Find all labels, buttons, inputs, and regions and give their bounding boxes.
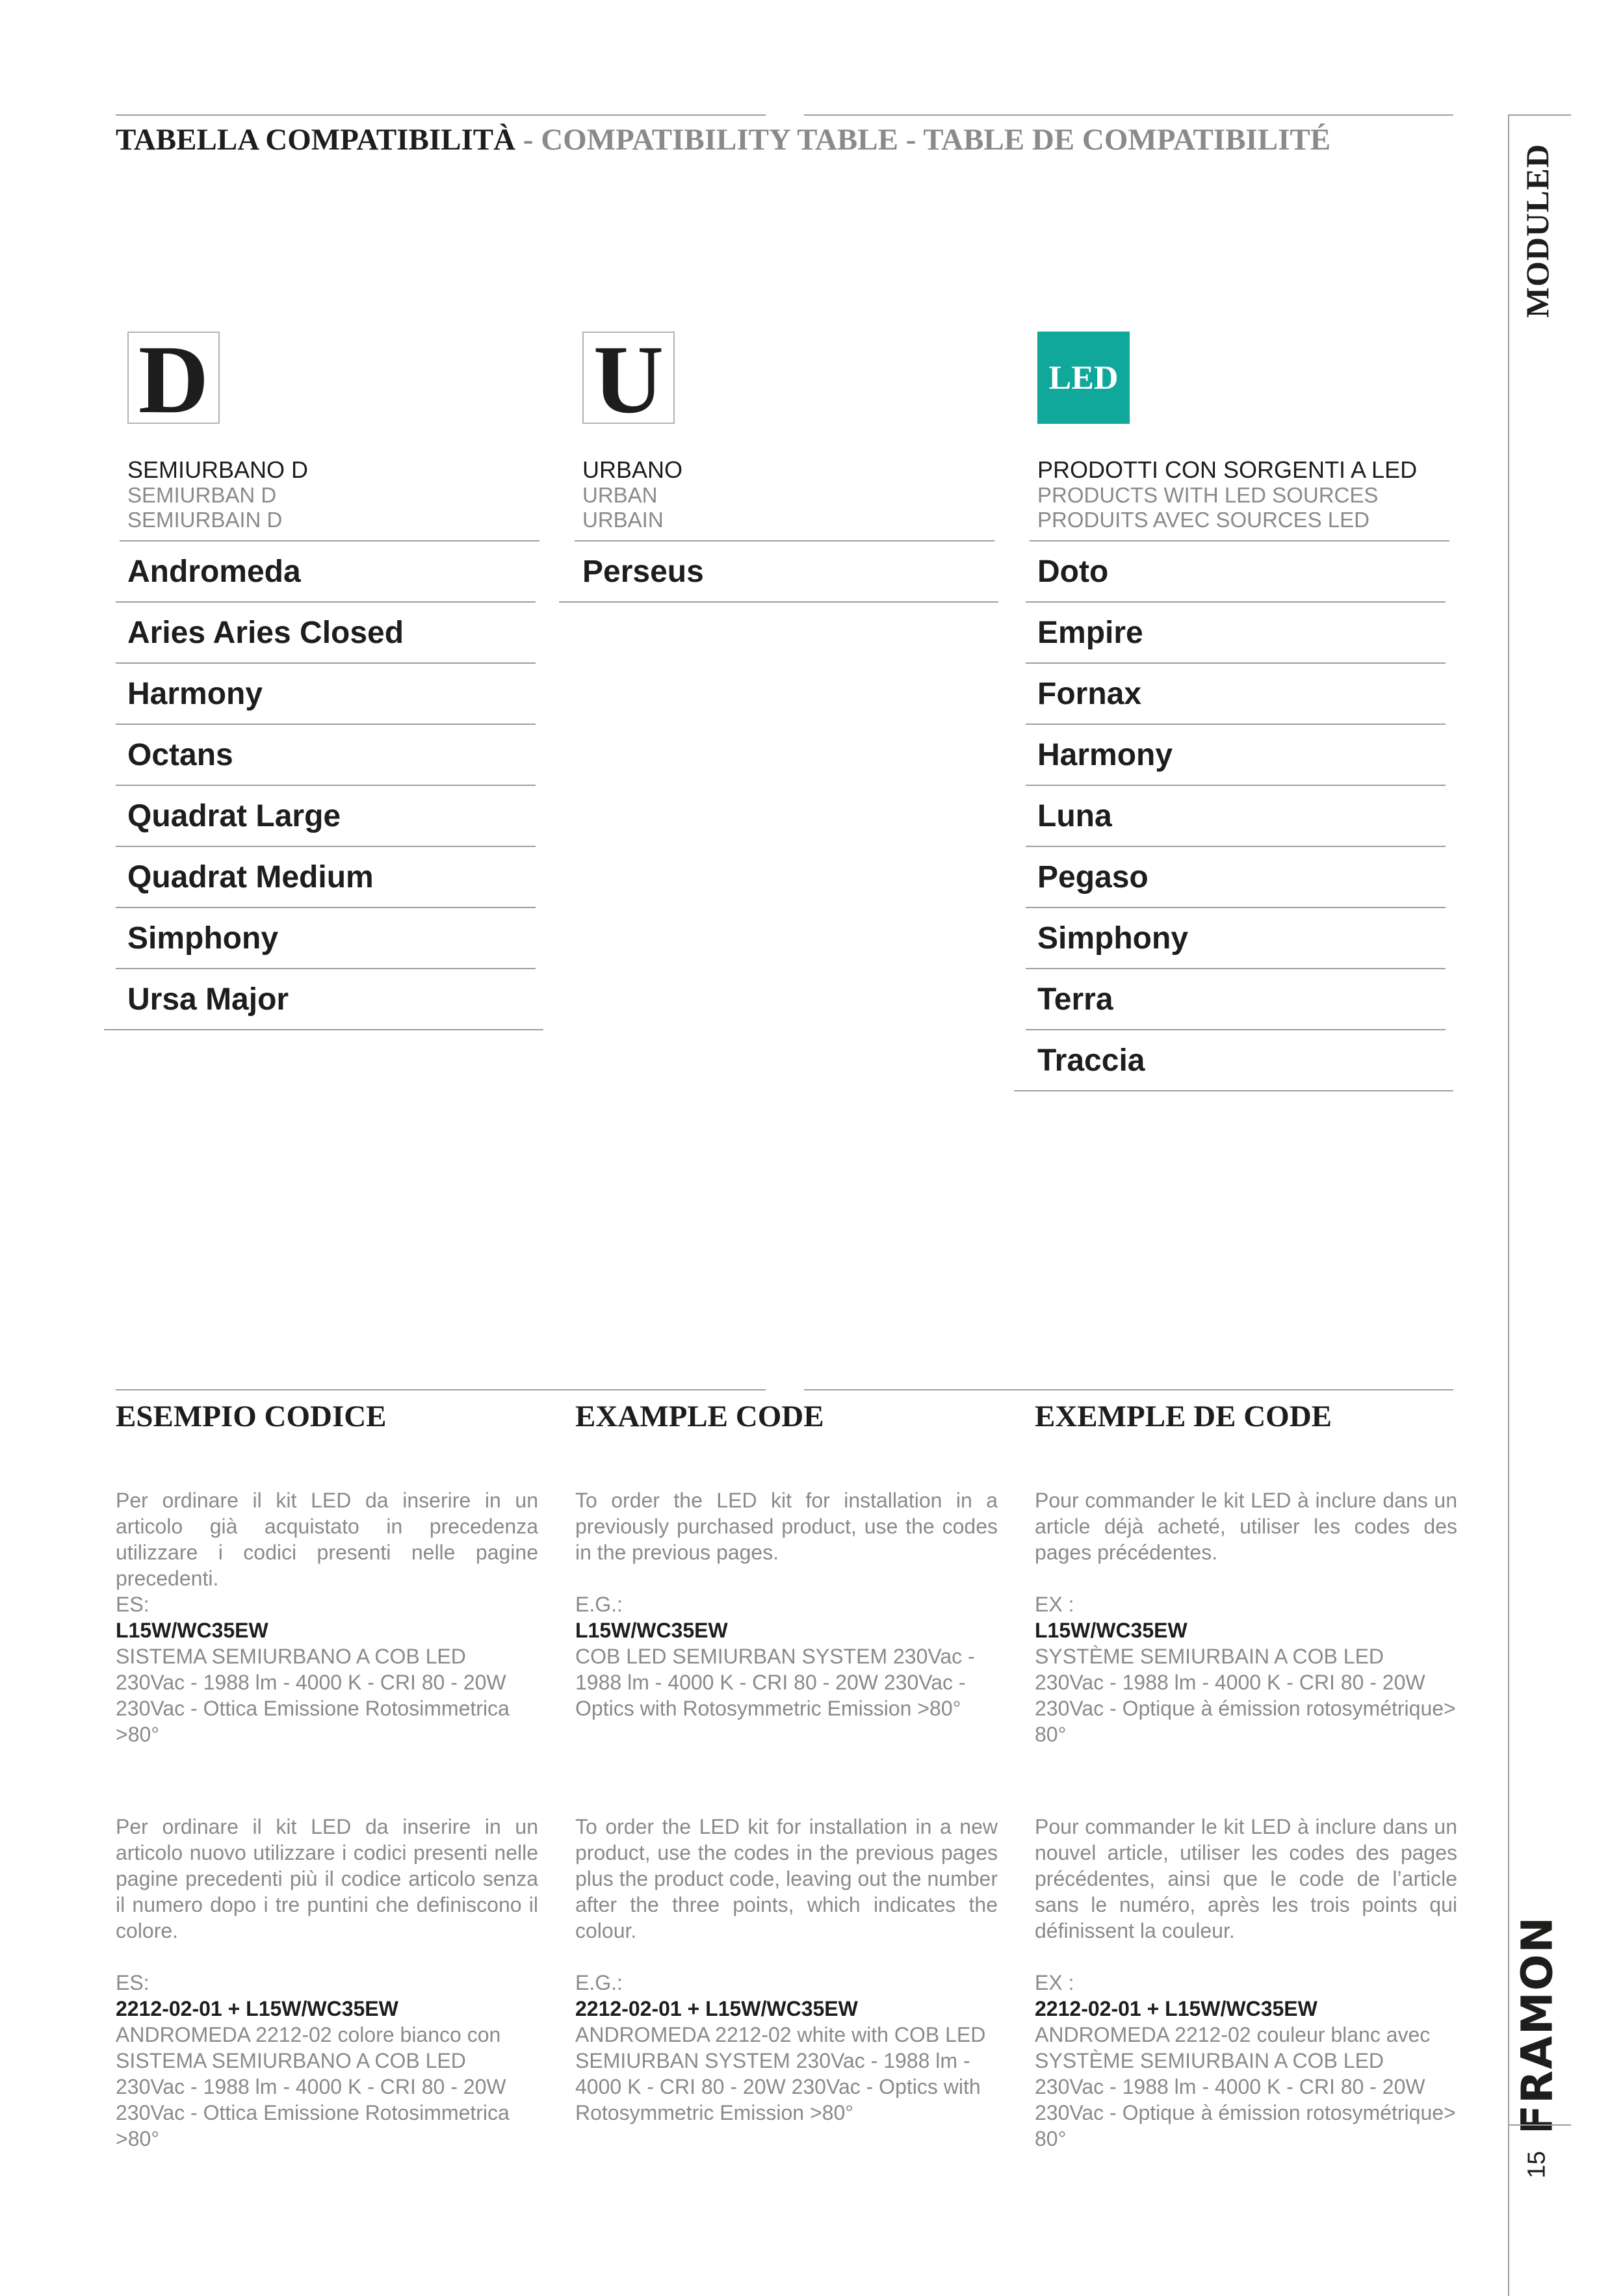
product-item: Pegaso [1026, 847, 1446, 908]
paragraph-text: Pour commander le kit LED à inclure dans un article déjà acheté, utiliser les codes des pages précédentes. [1035, 1489, 1457, 1564]
top-rule-left [116, 114, 766, 116]
product-item: Simphony [1026, 908, 1446, 969]
title-separator: - [515, 123, 541, 157]
top-rule-right [804, 114, 1453, 116]
paragraph-text: To order the LED kit for installation in a previously purchased product, use the codes in the previous pages. [575, 1489, 998, 1564]
example-description: ANDROMEDA 2212-02 white with COB LED SEMIURBAN SYSTEM 230Vac - 1988 lm - 4000 K - CRI 80 - 20W 230Vac - Optics with Rotosymmetric Emission >80° [575, 2023, 986, 2124]
product-item: Harmony [1026, 725, 1446, 786]
example-code: 2212-02-01 + L15W/WC35EW [1035, 1997, 1318, 2020]
paragraph-text: To order the LED kit for installation in a new product, use the codes in the previous pages plus the product code, leaving out the number after the three points, which indicates the colour. [575, 1815, 998, 1942]
example-rule-right [804, 1389, 1453, 1390]
badge-urbano [582, 326, 675, 434]
example-rule-left [116, 1389, 766, 1390]
page-number-rule [1508, 2124, 1571, 2126]
side-vertical-rule [1508, 114, 1509, 2296]
column-heading-french: URBAIN [582, 508, 664, 532]
example-description: SISTEMA SEMIURBANO A COB LED 230Vac - 1988 lm - 4000 K - CRI 80 - 20W 230Vac - Ottica Emissione Rotosimmetrica >80° [116, 1645, 510, 1746]
example-new-product-paragraph [1035, 1814, 1457, 1944]
example-code: L15W/WC35EW [116, 1619, 268, 1642]
product-item: Luna [1026, 786, 1446, 847]
column-heading-english: URBAN [582, 483, 658, 507]
product-item: Harmony [116, 664, 536, 725]
column-heading-french: PRODUITS AVEC SOURCES LED [1037, 508, 1370, 532]
example-intro-paragraph [575, 1487, 998, 1565]
example-title-english: EXAMPLE CODE [575, 1400, 824, 1433]
example-intro-paragraph [116, 1487, 538, 1591]
product-item: Quadrat Large [116, 786, 536, 847]
badge-led-text: LED [1048, 359, 1119, 397]
badge-letter-u: U [593, 326, 664, 434]
example-code: L15W/WC35EW [1035, 1619, 1188, 1642]
example-label: ES: [116, 1971, 149, 1994]
example-block [575, 1591, 998, 1721]
product-item: Terra [1026, 969, 1446, 1030]
example-block [116, 1591, 538, 1747]
example-title-french: EXEMPLE DE CODE [1035, 1400, 1332, 1433]
product-item: Empire [1026, 603, 1446, 664]
example-label: E.G.: [575, 1593, 623, 1616]
example-code: 2212-02-01 + L15W/WC35EW [116, 1997, 398, 2020]
title-english: COMPATIBILITY TABLE [541, 123, 898, 157]
product-item: Andromeda [116, 541, 536, 603]
example-block [116, 1970, 538, 2152]
badge-letter-d: D [138, 326, 209, 434]
side-rule-top [1508, 114, 1571, 116]
example-block [1035, 1970, 1457, 2152]
product-item: Perseus [559, 541, 998, 603]
example-title-italian: ESEMPIO CODICE [116, 1400, 387, 1433]
column-heading-italian: URBANO [582, 456, 683, 483]
product-item: Aries Aries Closed [116, 603, 536, 664]
example-new-product-paragraph [575, 1814, 998, 1944]
example-new-product-paragraph [116, 1814, 538, 1944]
example-label: E.G.: [575, 1971, 623, 1994]
product-item: Quadrat Medium [116, 847, 536, 908]
compatibility-column-urbano [571, 457, 991, 603]
product-item: Fornax [1026, 664, 1446, 725]
example-code: 2212-02-01 + L15W/WC35EW [575, 1997, 858, 2020]
example-intro-paragraph [1035, 1487, 1457, 1565]
title-separator: - [898, 123, 924, 157]
page-number [1514, 2132, 1560, 2197]
brand-logo [1511, 1915, 1563, 2135]
example-label: EX : [1035, 1971, 1074, 1994]
page-title [116, 122, 1331, 157]
column-heading-english: PRODUCTS WITH LED SOURCES [1037, 483, 1379, 507]
page-number-text: 15 [1523, 2150, 1551, 2179]
compatibility-column-semiurbano [116, 457, 536, 1030]
paragraph-text: Per ordinare il kit LED da inserire in un articolo già acquistato in precedenza utilizzare i codici presenti nelle pagine precedenti. [116, 1489, 538, 1590]
product-item: Traccia [1014, 1030, 1453, 1091]
example-code: L15W/WC35EW [575, 1619, 728, 1642]
column-heading-italian: PRODOTTI CON SORGENTI A LED [1037, 456, 1418, 483]
example-block [1035, 1591, 1457, 1747]
example-description: COB LED SEMIURBAN SYSTEM 230Vac - 1988 lm - 4000 K - CRI 80 - 20W 230Vac - Optics with Rotosymmetric Emission >80° [575, 1645, 975, 1720]
badge-semiurbano [127, 326, 220, 434]
side-section-label [1514, 140, 1560, 322]
product-item: Octans [116, 725, 536, 786]
title-french: TABLE DE COMPATIBILITÉ [923, 123, 1331, 157]
side-label-text: MODULED [1519, 143, 1555, 319]
column-heading-french: SEMIURBAIN D [127, 508, 283, 532]
product-item: Doto [1026, 541, 1446, 603]
compatibility-column-led [1026, 457, 1446, 1091]
example-description: SYSTÈME SEMIURBAIN A COB LED 230Vac - 1988 lm - 4000 K - CRI 80 - 20W 230Vac - Optique à émission rotosymétrique> 80° [1035, 1645, 1456, 1746]
example-description: ANDROMEDA 2212-02 couleur blanc avec SYSTÈME SEMIURBAIN A COB LED 230Vac - 1988 lm - 4000 K - CRI 80 - 20W 230Vac - Optique à émission rotosymétrique> 80° [1035, 2023, 1456, 2150]
badge-led [1037, 332, 1130, 424]
brand-logo-text: FRAMON [1512, 1915, 1563, 2135]
paragraph-text: Per ordinare il kit LED da inserire in un articolo nuovo utilizzare i codici presenti nelle pagine precedenti più il codice articolo senza il numero dopo i tre puntini che definiscono il colore. [116, 1815, 538, 1942]
paragraph-text: Pour commander le kit LED à inclure dans un nouvel article, utiliser les codes des pages précédentes, ainsi que le code de l’article sans le numéro, après les trois points qui définissent la couleur. [1035, 1815, 1457, 1942]
example-label: ES: [116, 1593, 149, 1616]
column-heading-italian: SEMIURBANO D [127, 456, 309, 483]
example-description: ANDROMEDA 2212-02 colore bianco con SISTEMA SEMIURBANO A COB LED 230Vac - 1988 lm - 4000 K - CRI 80 - 20W 230Vac - Ottica Emissione Rotosimmetrica >80° [116, 2023, 510, 2150]
example-block [575, 1970, 998, 2126]
example-label: EX : [1035, 1593, 1074, 1616]
product-item: Ursa Major [104, 969, 543, 1030]
column-heading-english: SEMIURBAN D [127, 483, 277, 507]
title-italian: TABELLA COMPATIBILITÀ [116, 123, 516, 157]
product-item: Simphony [116, 908, 536, 969]
